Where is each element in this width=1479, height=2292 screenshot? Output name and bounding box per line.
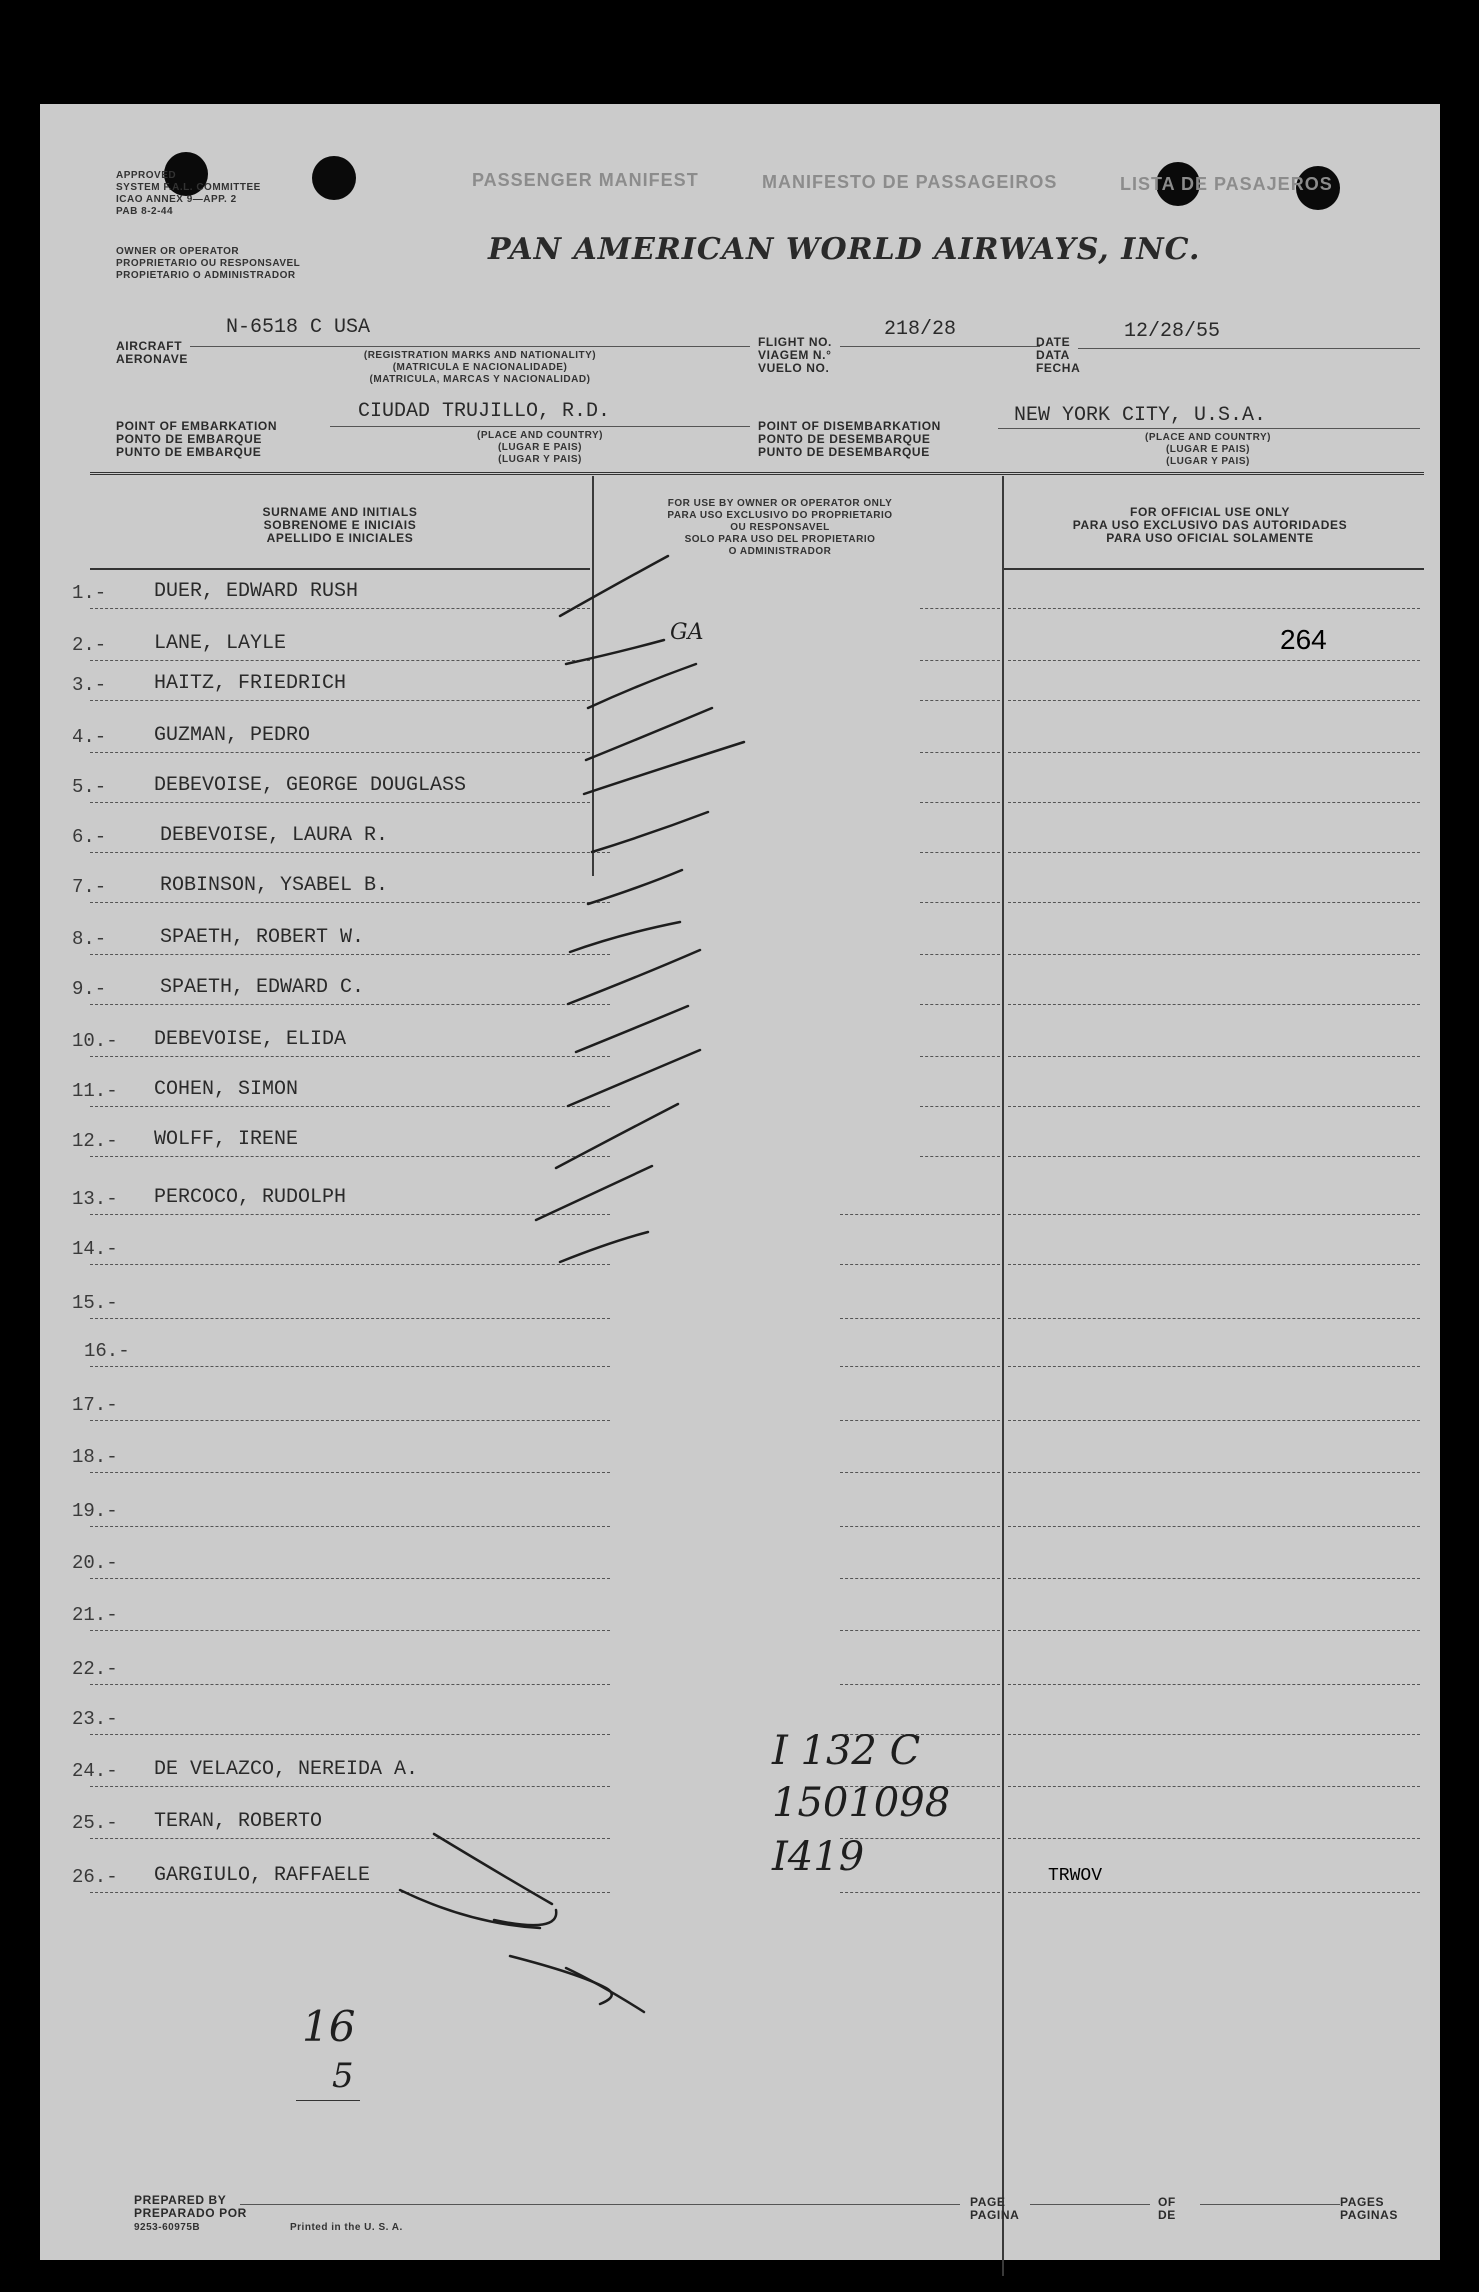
row-number: 22.- (72, 1658, 118, 1680)
pages-label: PAGES PAGINAS (1340, 2195, 1398, 2222)
col-owner-header: FOR USE BY OWNER OR OPERATOR ONLY PARA USO EXCLUSIVO DO PROPRIETARIO OU RESPONSAVEL SOLO PARA USO DEL PROPIETARIO O ADMINISTRADOR (667, 498, 893, 557)
row-number: 7.- (72, 876, 107, 898)
passenger-name: GUZMAN, PEDRO (154, 724, 311, 747)
row-number: 24.- (72, 1760, 118, 1782)
passenger-name: SPAETH, ROBERT W. (160, 926, 365, 949)
passenger-name: DE VELAZCO, NEREIDA A. (154, 1758, 419, 1781)
passenger-name: DEBEVOISE, GEORGE DOUGLASS (154, 774, 467, 797)
handwritten-mark: 1501098 (772, 1780, 951, 1826)
passenger-name: WOLFF, IRENE (154, 1128, 299, 1151)
row-number: 10.- (72, 1030, 118, 1052)
manifest-page (40, 104, 1440, 2260)
page-label: PAGE PAGINA (970, 2195, 1020, 2222)
disembark-place-caption: (PLACE AND COUNTRY) (LUGAR E PAIS) (LUGAR Y PAIS) (1145, 432, 1271, 467)
row-number: 2.- (72, 634, 107, 656)
row-number: 21.- (72, 1604, 118, 1626)
row-number: 16.- (84, 1340, 130, 1362)
official-entry: 264 (1280, 624, 1327, 655)
owner-label: OWNER OR OPERATOR PROPRIETARIO OU RESPONSAVEL PROPIETARIO O ADMINISTRADOR (116, 246, 301, 281)
handwritten-checkmarks (40, 104, 1440, 2260)
row-number: 4.- (72, 726, 107, 748)
passenger-name: COHEN, SIMON (154, 1078, 299, 1101)
passenger-name: DUER, EDWARD RUSH (154, 580, 359, 603)
passenger-name: HAITZ, FRIEDRICH (154, 672, 347, 695)
row-number: 3.- (72, 674, 107, 696)
passenger-name: SPAETH, EDWARD C. (160, 976, 365, 999)
title-spanish: LISTA DE PASAJEROS (1120, 174, 1333, 194)
flight-label: FLIGHT NO. VIAGEM N.° VUELO NO. (758, 335, 832, 375)
row-number: 25.- (72, 1812, 118, 1834)
embark-value: CIUDAD TRUJILLO, R.D. (358, 400, 611, 423)
row-number: 18.- (72, 1446, 118, 1468)
row-number: 19.- (72, 1500, 118, 1522)
row-number: 14.- (72, 1238, 118, 1260)
row-number: 12.- (72, 1130, 118, 1152)
flight-value: 218/28 (884, 318, 957, 341)
embark-place-caption: (PLACE AND COUNTRY) (LUGAR E PAIS) (LUGAR Y PAIS) (477, 430, 603, 465)
disembark-value: NEW YORK CITY, U.S.A. (1014, 404, 1267, 427)
passenger-name: DEBEVOISE, LAURA R. (160, 824, 389, 847)
passenger-name: ROBINSON, YSABEL B. (160, 874, 389, 897)
embark-label: POINT OF EMBARKATION PONTO DE EMBARQUE PUNTO DE EMBARQUE (116, 419, 278, 459)
row-number: 8.- (72, 928, 107, 950)
tally-count: 16 (302, 2002, 356, 2051)
col-surname-header: SURNAME AND INITIALS SOBRENOME E INICIAIS APELLIDO E INICIALES (262, 505, 418, 545)
row-number: 1.- (72, 582, 107, 604)
date-value: 12/28/55 (1124, 320, 1221, 343)
aircraft-value: N-6518 C USA (226, 316, 371, 339)
handwritten-mark: GA (670, 620, 704, 645)
row-number: 9.- (72, 978, 107, 1000)
official-entry: TRWOV (1048, 1866, 1103, 1886)
row-number: 20.- (72, 1552, 118, 1574)
passenger-name: LANE, LAYLE (154, 632, 287, 655)
date-label: DATE DATA FECHA (1036, 335, 1081, 375)
row-number: 23.- (72, 1708, 118, 1730)
passenger-name: PERCOCO, RUDOLPH (154, 1186, 347, 1209)
tally-count: 5 (332, 2056, 354, 2096)
registration-caption: (REGISTRATION MARKS AND NATIONALITY) (MATRICULA E NACIONALIDADE) (MATRICULA, MARCAS Y NACIONALIDAD) (363, 350, 597, 385)
handwritten-mark: I419 (772, 1834, 865, 1880)
row-number: 13.- (72, 1188, 118, 1210)
form-number: 9253-60975B (134, 2222, 201, 2233)
row-number: 6.- (72, 826, 107, 848)
airline-name: PAN AMERICAN WORLD AIRWAYS, INC. (488, 232, 1201, 267)
disembark-label: POINT OF DISEMBARKATION PONTO DE DESEMBARQUE PUNTO DE DESEMBARQUE (758, 419, 941, 459)
title-english: PASSENGER MANIFEST (472, 170, 699, 190)
title-portuguese: MANIFESTO DE PASSAGEIROS (762, 172, 1058, 192)
col-official-header: FOR OFFICIAL USE ONLY PARA USO EXCLUSIVO DAS AUTORIDADES PARA USO OFICIAL SOLAMENTE (1072, 505, 1348, 545)
approval-block: APPROVED SYSTEM F.A.L. COMMITTEE ICAO ANNEX 9—APP. 2 PAB 8-2-44 (116, 170, 261, 217)
aircraft-label: AIRCRAFT AERONAVE (116, 339, 188, 366)
row-number: 11.- (72, 1080, 118, 1102)
passenger-name: GARGIULO, RAFFAELE (154, 1864, 371, 1887)
printed-note: Printed in the U. S. A. (290, 2222, 403, 2233)
of-label: OF DE (1158, 2195, 1176, 2222)
row-number: 5.- (72, 776, 107, 798)
row-number: 15.- (72, 1292, 118, 1314)
passenger-name: DEBEVOISE, ELIDA (154, 1028, 347, 1051)
handwritten-mark: I 132 C (772, 1728, 921, 1774)
row-number: 17.- (72, 1394, 118, 1416)
row-number: 26.- (72, 1866, 118, 1888)
prepared-label: PREPARED BY PREPARADO POR (134, 2193, 247, 2220)
passenger-name: TERAN, ROBERTO (154, 1810, 323, 1833)
